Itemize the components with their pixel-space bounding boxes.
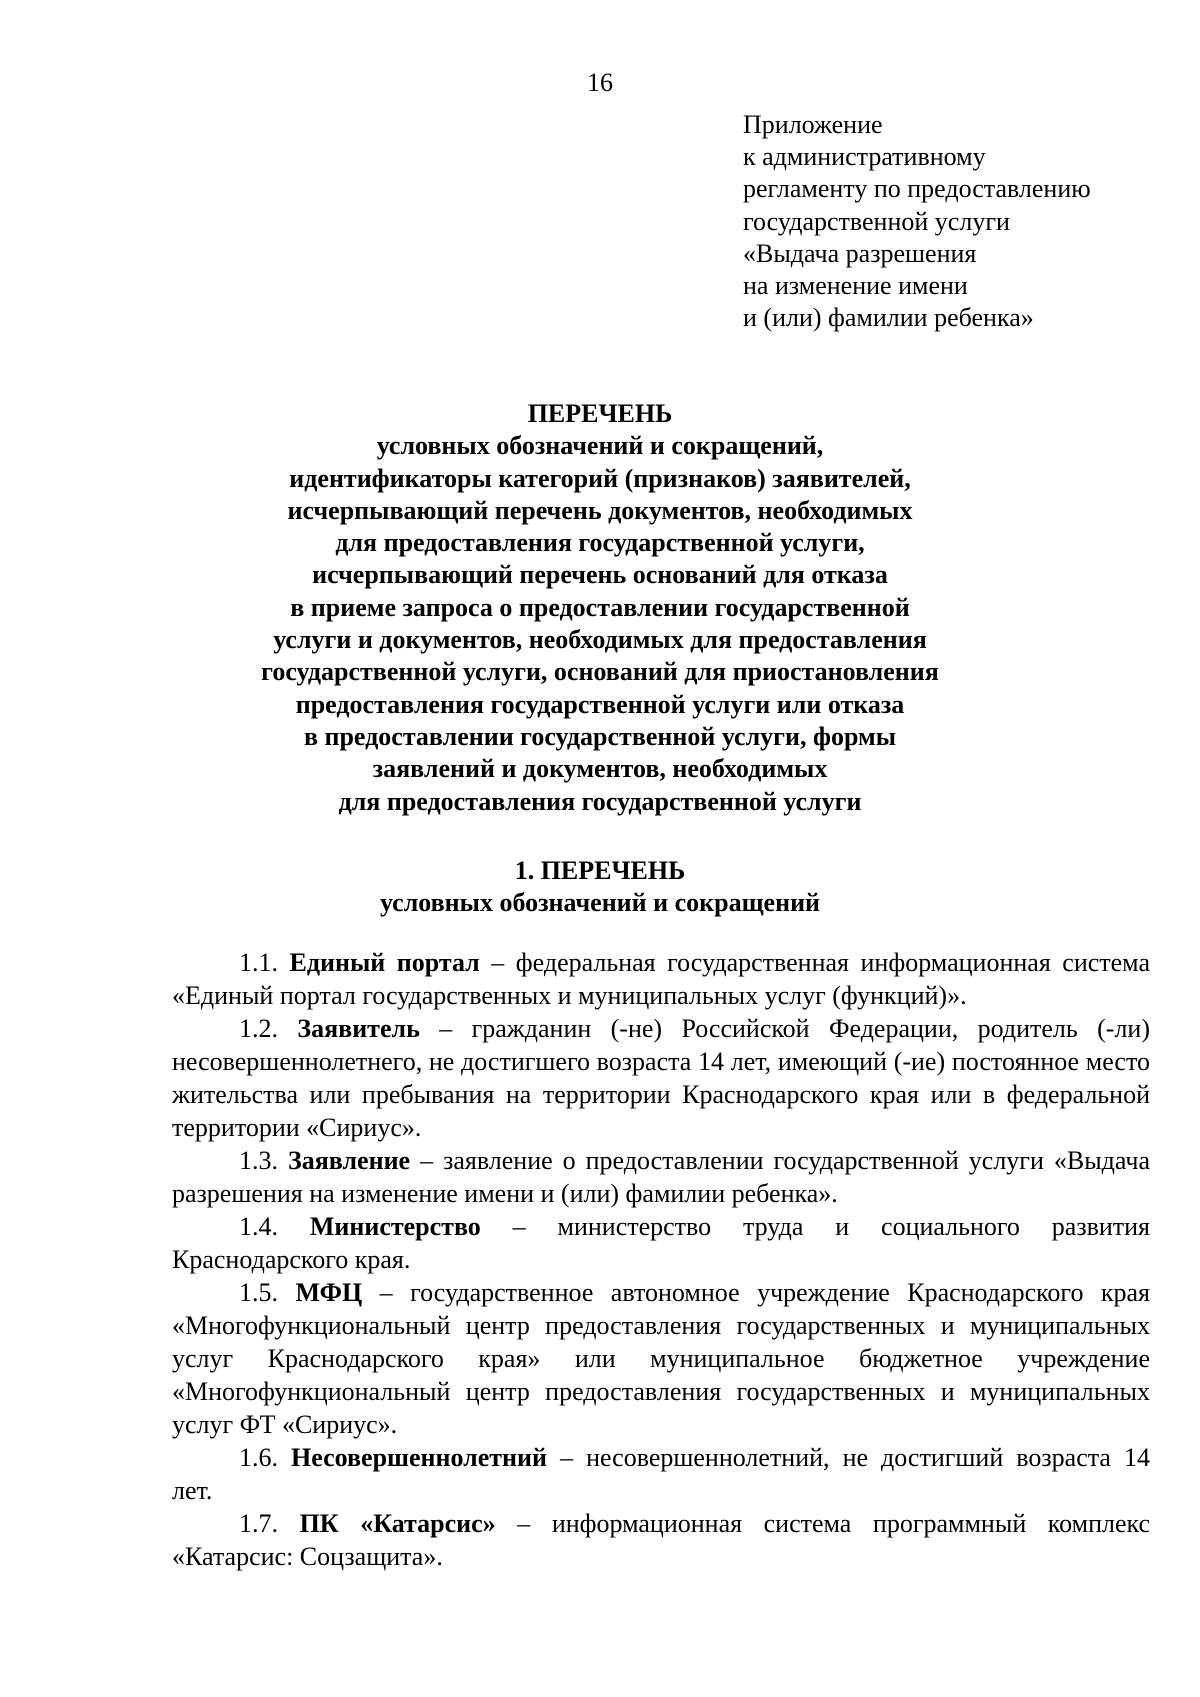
title-line: в предоставлении государственной услуги, формы bbox=[303, 721, 897, 751]
item-number: 1.1. bbox=[239, 948, 278, 977]
definition-item bbox=[172, 946, 1150, 1012]
section-heading-line: условных обозначений и сокращений bbox=[379, 888, 821, 917]
item-term: ПК «Катарсис» bbox=[299, 1509, 496, 1538]
title-line: исчерпывающий перечень оснований для отказа bbox=[312, 560, 888, 590]
title-line: условных обозначений и сокращений, bbox=[376, 431, 824, 461]
item-definition: – федеральная государственная информационная система «Единый портал государственных и муниципальных услуг (функций)». bbox=[172, 948, 1150, 1010]
appendix-line: регламенту по предоставлению bbox=[743, 174, 1091, 204]
item-definition: – заявление о предоставлении государственной услуги «Выдача разрешения на изменение имени и (или) фамилии ребенка». bbox=[172, 1146, 1151, 1208]
title-line: предоставления государственной услуги или отказа bbox=[295, 689, 905, 719]
item-term: Единый портал bbox=[289, 948, 480, 977]
item-term: МФЦ bbox=[295, 1278, 363, 1307]
item-number: 1.5. bbox=[239, 1278, 278, 1307]
item-term: Несовершеннолетний bbox=[291, 1443, 547, 1472]
appendix-line: и (или) фамилии ребенка» bbox=[743, 303, 1034, 333]
appendix-line: «Выдача разрешения bbox=[743, 238, 977, 268]
appendix-block bbox=[743, 109, 1173, 334]
definitions-list bbox=[172, 946, 1150, 1573]
title-line: для предоставления государственной услуги, bbox=[335, 528, 865, 558]
definition-item bbox=[172, 1012, 1150, 1144]
item-number: 1.6. bbox=[239, 1443, 278, 1472]
item-definition: – министерство труда и социального развития Краснодарского края. bbox=[172, 1212, 1151, 1274]
item-definition: – несовершеннолетний, не достигший возраста 14 лет. bbox=[172, 1443, 1150, 1505]
item-number: 1.4. bbox=[239, 1212, 278, 1241]
item-definition: – гражданин (-не) Российской Федерации, родитель (-ли) несовершеннолетнего, не достигшего возраста 14 лет, имеющий (-ие) постоянное место жительства или пребывания на территории Краснодарского края или в федеральной территории «Сириус». bbox=[172, 1014, 1150, 1142]
title-line: для предоставления государственной услуги bbox=[338, 786, 862, 816]
title-line: в приеме запроса о предоставлении государственной bbox=[290, 592, 910, 622]
appendix-line: на изменение имени bbox=[743, 271, 968, 301]
item-definition: – государственное автономное учреждение Краснодарского края «Многофункциональный центр предоставления государственных и муниципальных услуг Краснодарского края» или муниципальное бюджетное учреждение «Многофункциональный центр предоставления государственных и муниципальных услуг ФТ «Сириус». bbox=[172, 1278, 1151, 1439]
section-heading-line: 1. ПЕРЕЧЕНЬ bbox=[514, 856, 686, 885]
page-number: 16 bbox=[587, 68, 613, 97]
item-term: Министерство bbox=[309, 1212, 481, 1241]
title-line: исчерпывающий перечень документов, необходимых bbox=[287, 495, 913, 525]
item-number: 1.3. bbox=[239, 1146, 278, 1175]
definition-item bbox=[172, 1441, 1150, 1507]
item-term: Заявление bbox=[287, 1146, 411, 1175]
title-line: идентификаторы категорий (признаков) заявителей, bbox=[289, 463, 911, 493]
appendix-line: государственной услуги bbox=[743, 206, 1010, 236]
definition-item bbox=[172, 1507, 1150, 1573]
appendix-line: к административному bbox=[743, 142, 986, 172]
item-definition: – информационная система программный комплекс «Катарсис: Соцзащита». bbox=[172, 1509, 1151, 1571]
appendix-line: Приложение bbox=[743, 110, 883, 139]
title-line: государственной услуги, оснований для приостановления bbox=[261, 657, 939, 687]
title-line: услуги и документов, необходимых для предоставления bbox=[273, 625, 927, 655]
title-line: ПЕРЕЧЕНЬ bbox=[527, 399, 673, 428]
item-term: Заявитель bbox=[297, 1014, 420, 1043]
definition-item bbox=[172, 1276, 1150, 1441]
document-title bbox=[0, 398, 1200, 818]
item-number: 1.7. bbox=[239, 1509, 278, 1538]
title-line: заявлений и документов, необходимых bbox=[372, 754, 828, 784]
definition-item bbox=[172, 1144, 1150, 1210]
item-number: 1.2. bbox=[239, 1014, 278, 1043]
section-heading bbox=[0, 855, 1200, 919]
definition-item bbox=[172, 1210, 1150, 1276]
